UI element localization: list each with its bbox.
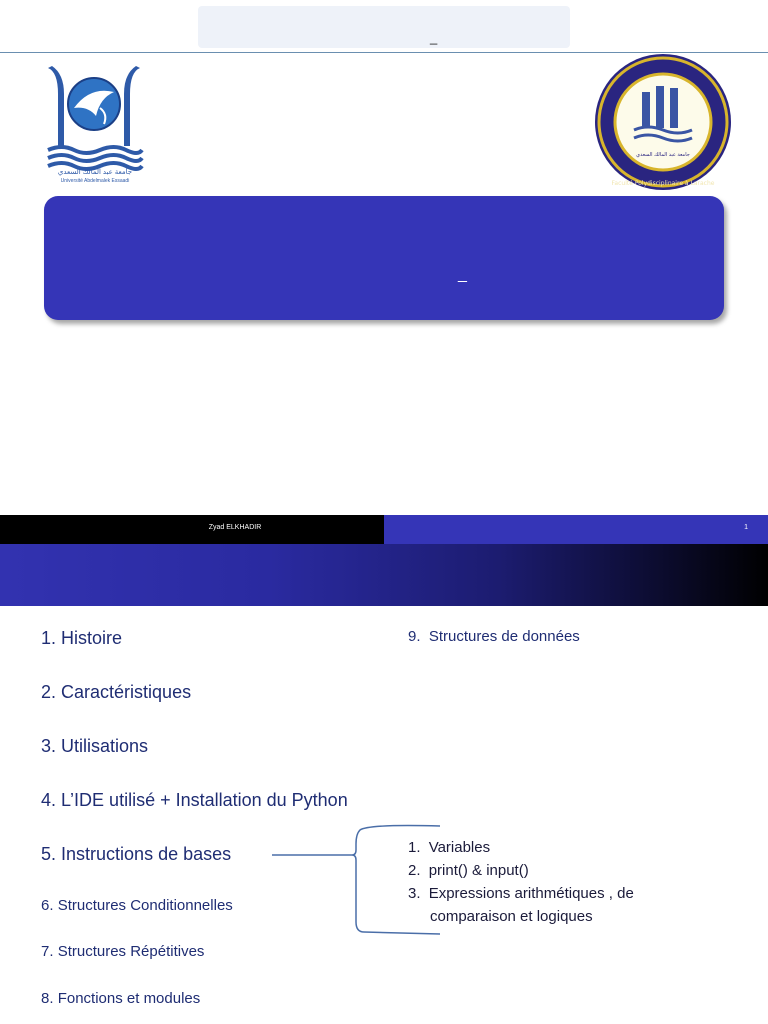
outline-item-number: 1.: [41, 628, 57, 648]
top-tab-mark: _: [430, 30, 438, 45]
logo-caption-french: Université Abdelmalek Essaadi: [60, 178, 130, 184]
outline-item-6: [41, 897, 233, 914]
title-banner-mark: _: [458, 266, 467, 283]
logo-caption-arabic: جامعة عبد المالك السعدي: [57, 169, 133, 176]
seal-text: Faculté Polydisciplinaire à Larache: [611, 180, 715, 187]
university-logo: [44, 64, 144, 189]
outline-item-number: 6.: [41, 897, 54, 914]
faculty-seal-logo: [592, 52, 734, 192]
outline-item-2: [41, 682, 191, 703]
sub-item-number: 3.: [408, 885, 421, 902]
outline-item-3: [41, 736, 148, 757]
outline-item-number: 3.: [41, 736, 57, 756]
outline-item-number: 7.: [41, 943, 54, 960]
outline-item-label: Structures Répétitives: [57, 943, 205, 960]
outline-item-label: Histoire: [61, 628, 123, 648]
outline-item-label: Caractéristiques: [61, 682, 192, 702]
outline-item-label: Fonctions et modules: [57, 990, 201, 1007]
outline-item-number: 5.: [41, 844, 57, 864]
outline-item-label: Structures de données: [428, 628, 580, 645]
sub-item-label: print() & input(): [428, 862, 529, 879]
outline-item-label: L’IDE utilisé + Installation du Python: [61, 790, 348, 810]
sub-item-label: Expressions arithmétiques , de: [428, 885, 634, 902]
footer-right-bar: [384, 515, 768, 544]
outline-item-label: Structures Conditionnelles: [57, 897, 233, 914]
top-tab: [198, 6, 570, 48]
sub-item-label: Variables: [428, 839, 491, 856]
sub-item-number: 2.: [408, 862, 421, 879]
outline-item-7: [41, 943, 204, 960]
outline-item-label: Instructions de bases: [61, 844, 232, 864]
sub-item-3: [408, 885, 634, 902]
outline-item-4: [41, 790, 348, 811]
sub-item-number: 1.: [408, 839, 421, 856]
svg-text:جامعة عبد المالك السعدي: جامعة عبد المالك السعدي: [636, 152, 690, 158]
footer-left-bar: [0, 515, 384, 544]
outline-item-8: [41, 990, 200, 1007]
footer-author: Zyad ELKHADIR: [208, 524, 262, 531]
title-banner: [44, 196, 724, 320]
sub-item-3-continued: [430, 908, 593, 925]
outline-item-number: 9.: [408, 628, 421, 645]
outline-item-number: 8.: [41, 990, 54, 1007]
sub-item-label: comparaison et logiques: [430, 908, 593, 925]
page-number: 1: [744, 524, 748, 531]
outline-item-1: [41, 628, 122, 649]
outline-item-number: 2.: [41, 682, 57, 702]
sub-item-1: [408, 839, 490, 856]
outline-item-number: 4.: [41, 790, 57, 810]
sub-item-2: [408, 862, 529, 879]
outline-item-5: [41, 844, 231, 865]
slide-title-band: [0, 544, 768, 606]
outline-item-label: Utilisations: [61, 736, 149, 756]
outline-item-9: [408, 628, 580, 645]
